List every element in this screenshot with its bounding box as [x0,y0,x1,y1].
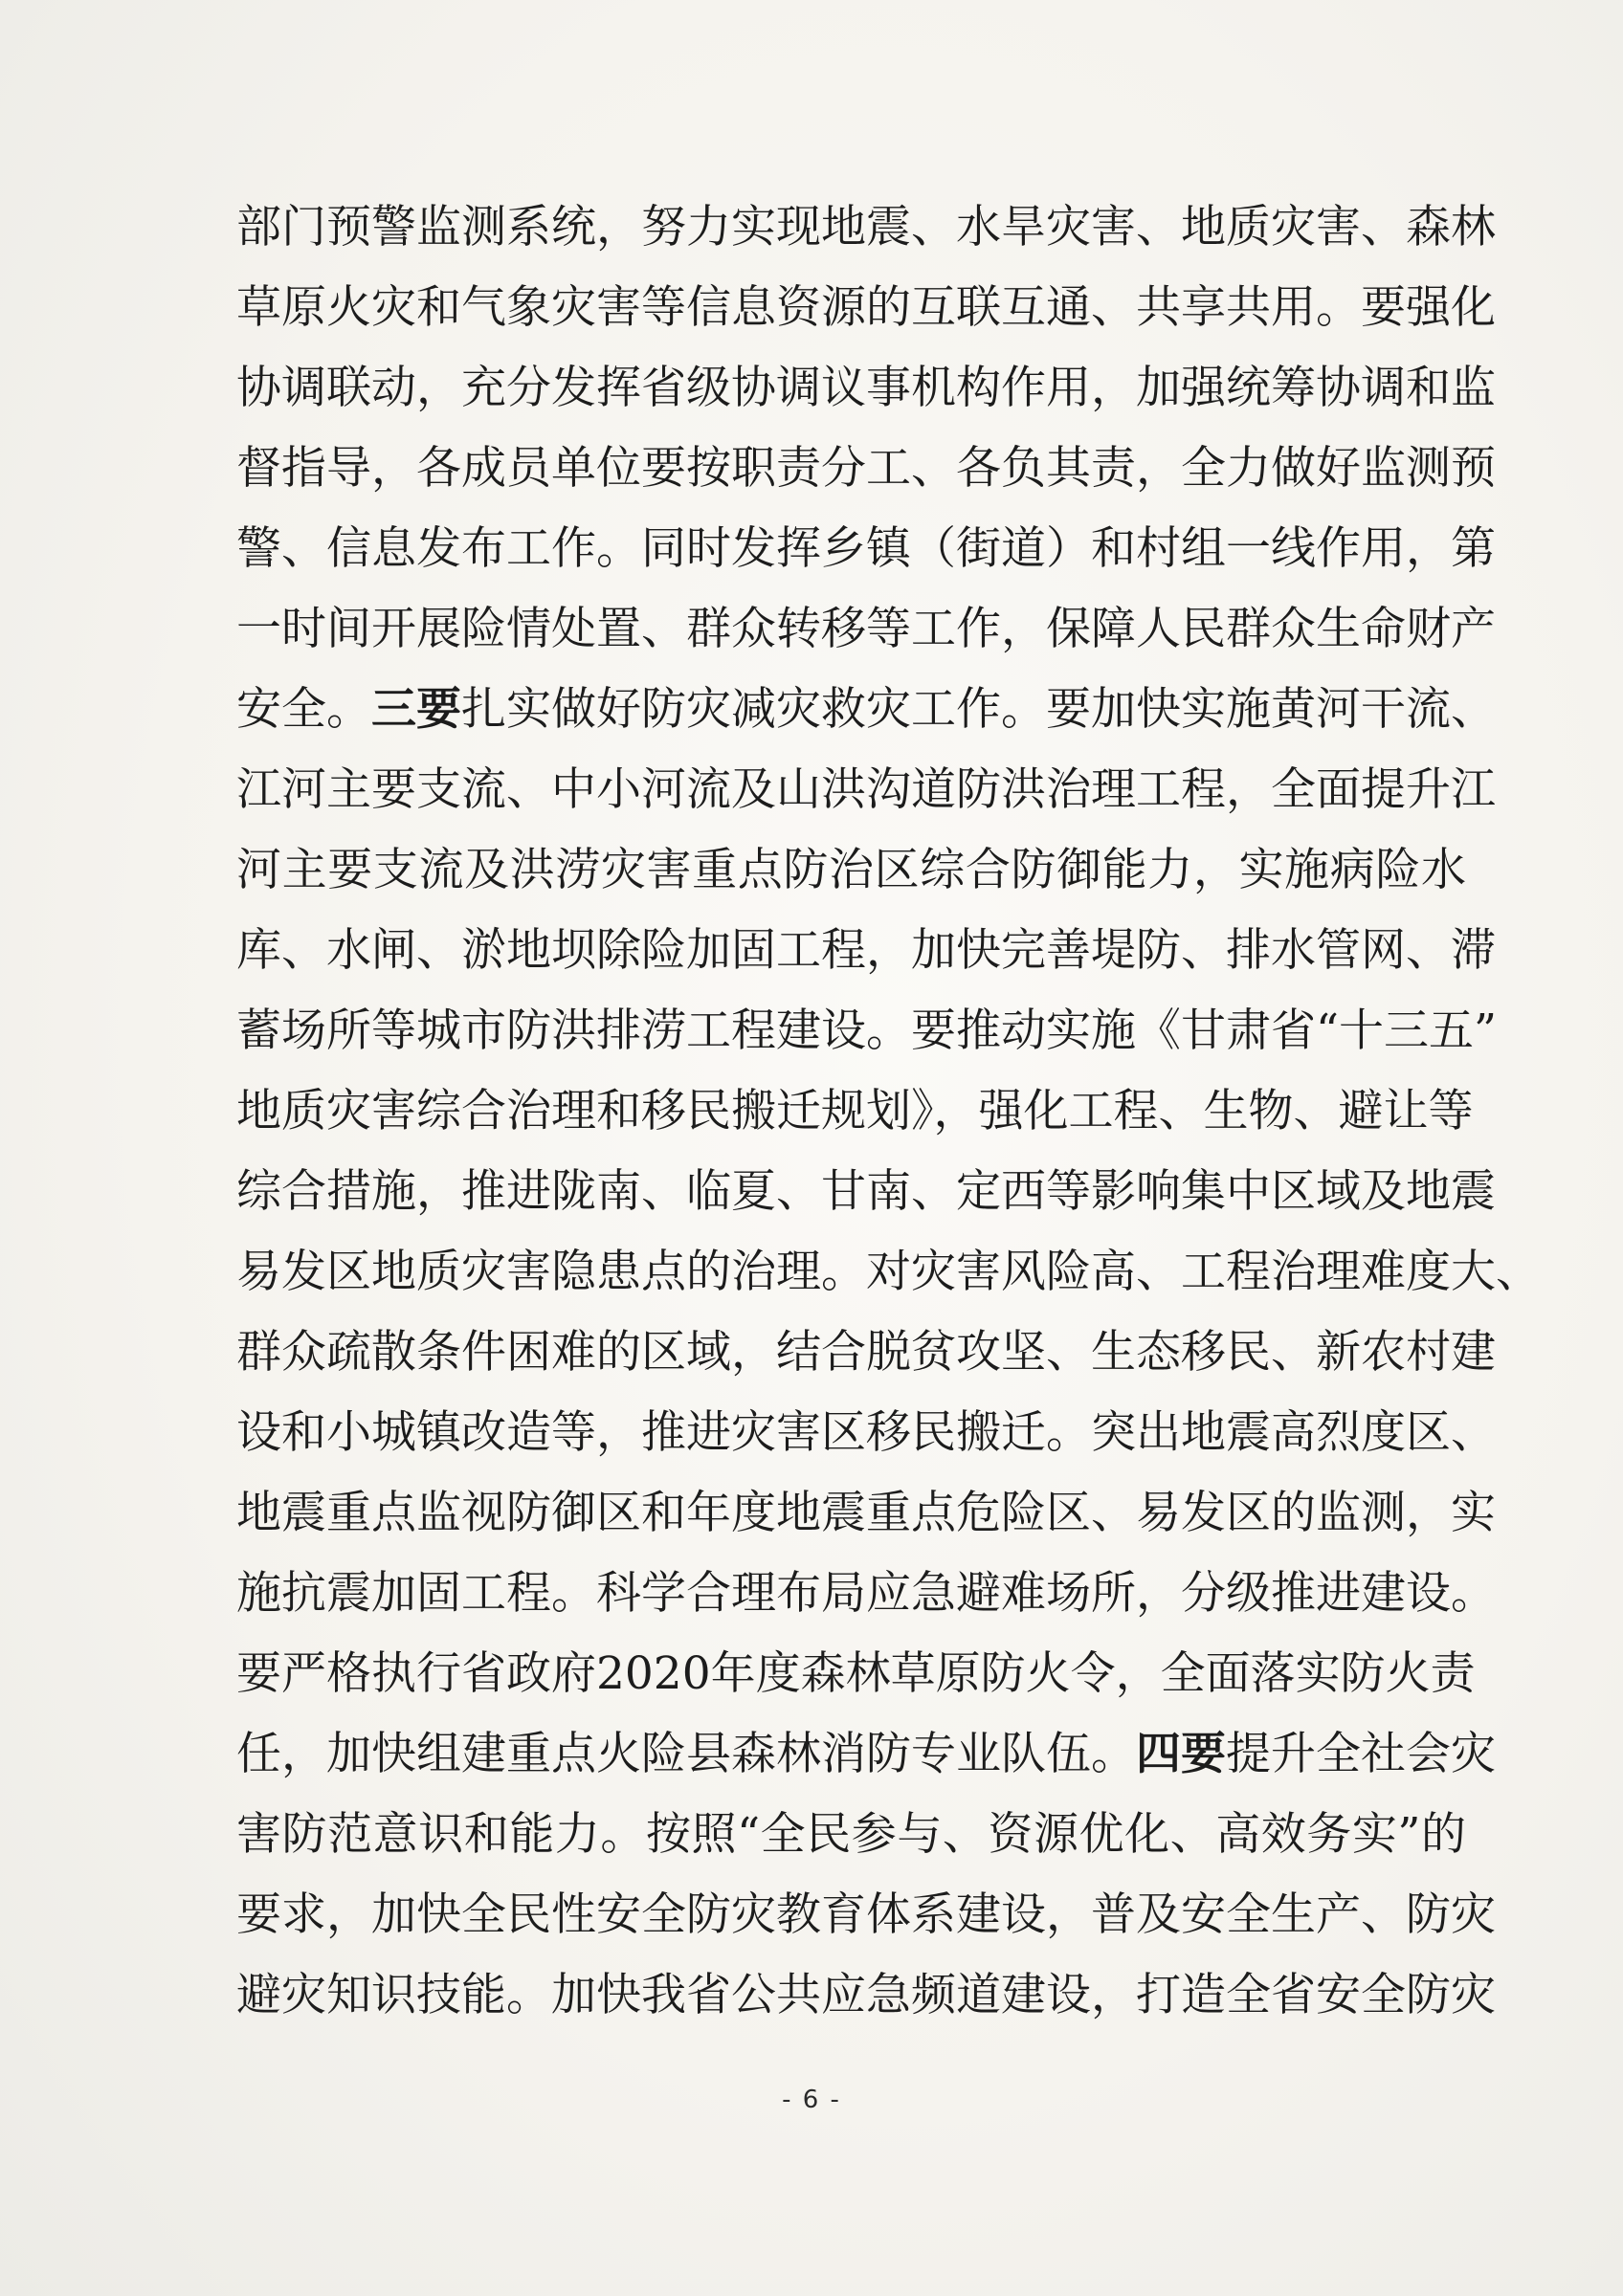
text-line [236,1393,1496,1473]
text-line [236,1071,1474,1152]
text-segment: 易发区地质灾害隐患点的治理。对灾害风险高、工程治理难度大、 [236,1246,1541,1298]
text-segment: 害防范意识和能力。按照“全民参与、资源优化、高效务实”的 [236,1808,1466,1861]
text-line [236,1473,1496,1554]
text-segment: 避灾知识技能。加快我省公共应急频道建设，打造全省安全防灾 [236,1969,1496,2021]
text-segment: 安全。 [236,683,371,736]
bold-heading-phrase: 四要 [1136,1728,1226,1780]
text-line [236,188,1496,268]
text-segment: 扎实做好防灾减灾救灾工作。要加快实施黄河干流、 [461,683,1496,736]
text-segment: 协调联动，充分发挥省级协调议事机构作用，加强统筹协调和监 [236,362,1496,414]
text-segment: 提升全社会灾 [1226,1728,1496,1780]
text-segment: 河主要支流及洪涝灾害重点防治区综合防御能力，实施病险水 [236,844,1466,896]
text-segment: 任，加快组建重点火险县森林消防专业队伍。 [236,1728,1136,1780]
text-segment: 要求，加快全民性安全防灾教育体系建设，普及安全生产、防灾 [236,1888,1496,1941]
text-line [236,1955,1496,2036]
text-segment: 群众疏散条件困难的区域，结合脱贫攻坚、生态移民、新农村建 [236,1326,1496,1379]
text-line [236,1554,1496,1634]
text-segment: 库、水闸、淤地坝除险加固工程，加快完善堤防、排水管网、滞 [236,924,1496,977]
text-segment: 施抗震加固工程。科学合理布局应急避难场所，分级推进建设。 [236,1567,1496,1620]
text-segment: 部门预警监测系统，努力实现地震、水旱灾害、地质灾害、森林 [236,201,1496,254]
text-line [236,1232,1541,1313]
bold-heading-phrase: 三要 [371,683,461,736]
text-segment: 警、信息发布工作。同时发挥乡镇（街道）和村组一线作用，第 [236,522,1496,575]
text-line [236,1152,1496,1232]
text-line [236,348,1496,429]
text-line [236,589,1496,670]
text-segment: 督指导，各成员单位要按职责分工、各负其责，全力做好监测预 [236,442,1496,495]
text-segment: 地震重点监视防御区和年度地震重点危险区、易发区的监测，实 [236,1487,1496,1539]
text-segment: 江河主要支流、中小河流及山洪沟道防洪治理工程，全面提升江 [236,763,1496,816]
text-line [236,1875,1496,1955]
text-line [236,1795,1466,1875]
text-segment: 地质灾害综合治理和移民搬迁规划》，强化工程、生物、避让等 [236,1085,1474,1137]
text-line [236,670,1496,750]
text-segment: 设和小城镇改造等，推进灾害区移民搬迁。突出地震高烈度区、 [236,1406,1496,1459]
text-line [236,911,1496,991]
text-line [236,429,1496,509]
text-line [236,830,1466,911]
text-segment: 草原火灾和气象灾害等信息资源的互联互通、共享共用。要强化 [236,281,1496,334]
text-line [236,509,1496,589]
page-number: - 6 - [782,2086,841,2114]
text-line [236,268,1496,348]
text-segment: 一时间开展险情处置、群众转移等工作，保障人民群众生命财产 [236,603,1496,655]
text-line [236,1714,1496,1795]
text-line [236,1634,1476,1714]
text-segment: 综合措施，推进陇南、临夏、甘南、定西等影响集中区域及地震 [236,1165,1496,1218]
body-paragraph [236,188,1541,2036]
text-line [236,991,1498,1071]
text-segment: 蓄场所等城市防洪排涝工程建设。要推动实施《甘肃省“十三五” [236,1004,1498,1057]
text-line [236,1313,1496,1393]
text-line [236,750,1496,830]
text-segment: 要严格执行省政府2020年度森林草原防火令，全面落实防火责 [236,1647,1476,1700]
